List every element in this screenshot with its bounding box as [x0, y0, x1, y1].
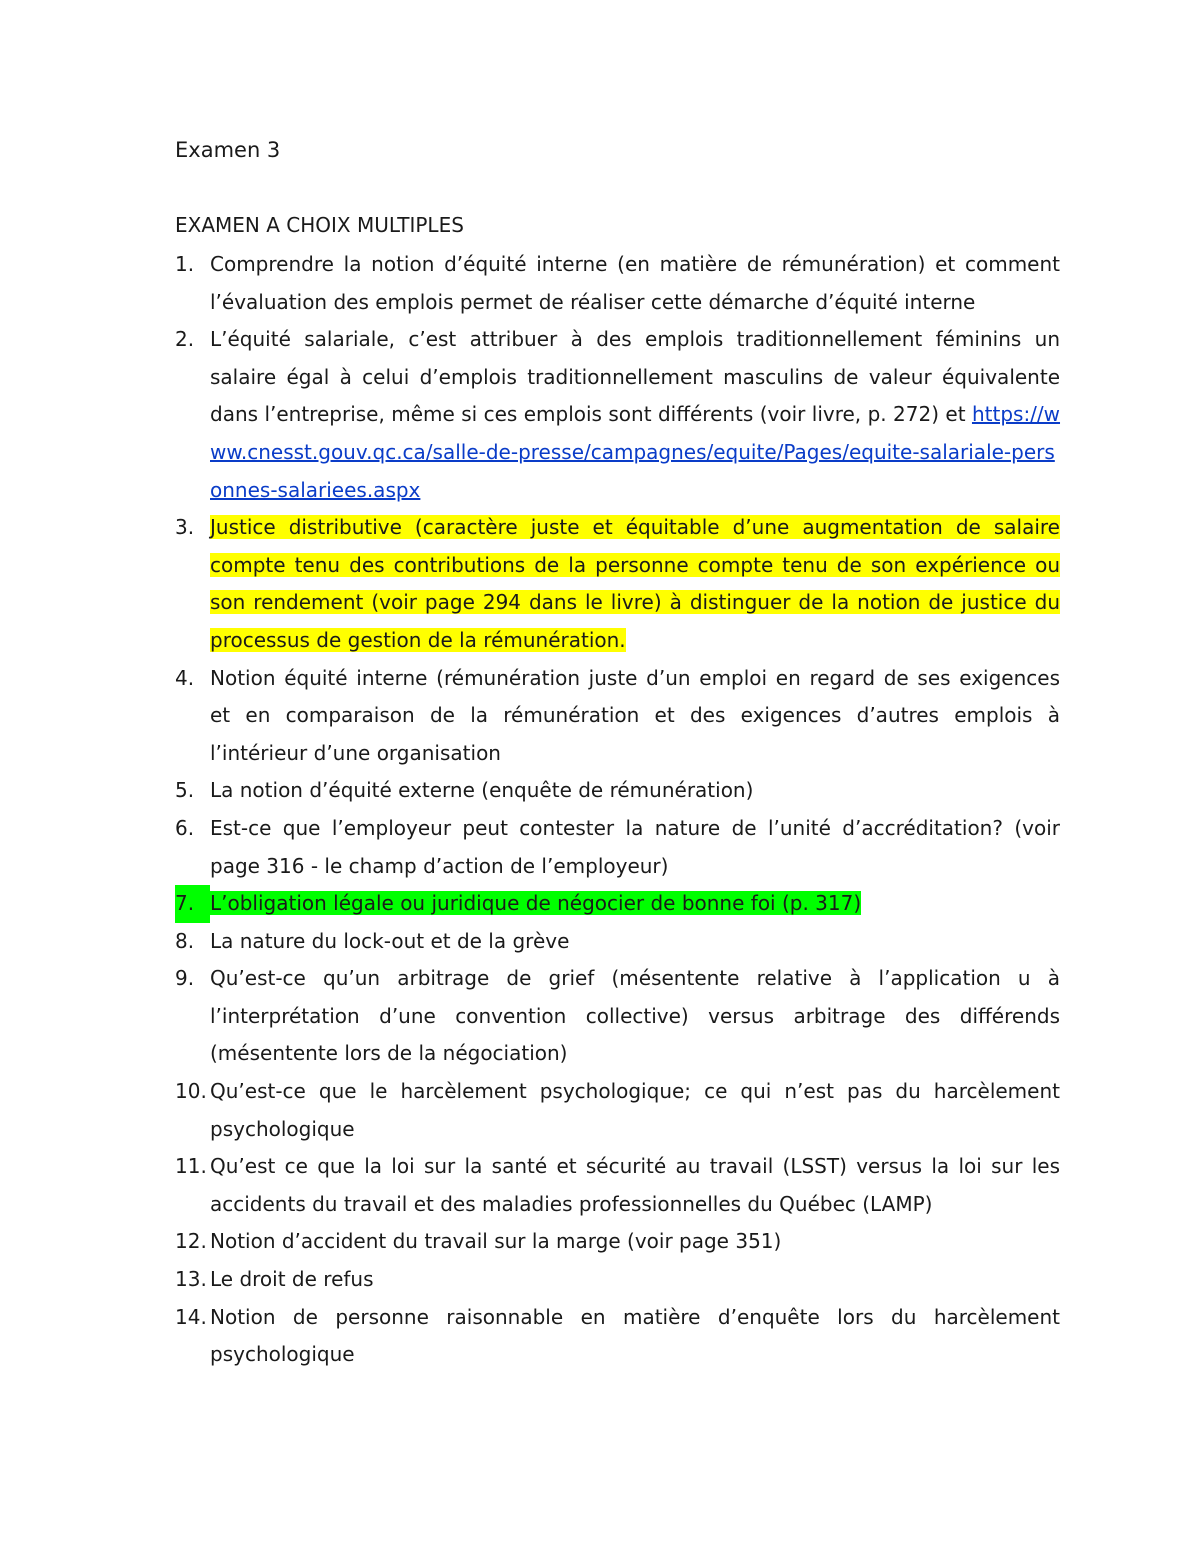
list-item-number: 13.: [175, 1267, 207, 1292]
list-item-body: [210, 885, 1060, 923]
list-item-number: 11.: [175, 1154, 207, 1179]
cnesst-link[interactable]: https://www.cnesst.gouv.qc.ca/salle-de-presse/campagnes/equite/Pages/equite-salariale-personnes-salariees.aspx: [210, 402, 1061, 502]
list-item-number: 1.: [175, 252, 195, 276]
list-item-text: Qu’est-ce qu’un arbitrage de grief (mésentente relative à l’application u à l’interprétation d’une convention collective) versus arbitrage des différends (mésentente lors de la négociation): [210, 966, 1060, 1066]
document-subtitle: EXAMEN A CHOIX MULTIPLES: [175, 213, 464, 237]
list-item: [175, 885, 1060, 923]
list-item: [175, 960, 1060, 1073]
list-item: [175, 660, 1060, 773]
list-item-body: [210, 246, 1060, 321]
list-item: [175, 1299, 1060, 1374]
list-item: [175, 810, 1060, 885]
list-item-text: Justice distributive (caractère juste et équitable d’une augmentation de salaire compte tenu des contributions de la personne compte tenu de son expérience ou son rendement (voir page 294 dans le livre) à distinguer de la notion de justice du processus de gestion de la rémunération.: [210, 515, 1060, 652]
list-item: [175, 772, 1060, 810]
list-item-body: [210, 923, 1060, 961]
list-item-body: [210, 321, 1060, 509]
list-item-number: 6.: [175, 815, 195, 840]
list-item-text: La notion d’équité externe (enquête de rémunération): [210, 778, 754, 803]
list-item-number: 10.: [175, 1079, 207, 1104]
list-item: [175, 1148, 1060, 1223]
list-item-text: Notion d’accident du travail sur la marge (voir page 351): [210, 1229, 782, 1254]
list-item-text: Qu’est-ce que le harcèlement psychologique; ce qui n’est pas du harcèlement psychologique: [210, 1079, 1060, 1141]
list-item-text: Est-ce que l’employeur peut contester la nature de l’unité d’accréditation? (voir page 316 - le champ d’action de l’employeur): [210, 815, 1060, 878]
list-item-body: [210, 1073, 1060, 1148]
list-item: [175, 246, 1060, 321]
list-item-body: [210, 1261, 1060, 1299]
list-item-number: 5.: [175, 778, 195, 803]
list-item: [175, 509, 1060, 659]
list-item-text: Le droit de refus: [210, 1267, 374, 1292]
list-item-text: L’obligation légale ou juridique de négocier de bonne foi (p. 317): [210, 891, 862, 916]
list-item-body: [210, 509, 1060, 659]
list-item-body: [210, 810, 1060, 885]
list-item-number: 8.: [175, 928, 195, 953]
list-item-text: L’équité salariale, c’est attribuer à des emplois traditionnellement féminins un salaire égal à celui d’emplois traditionnellement masculins de valeur équivalente dans l’entreprise, même si ces emplois sont différents (voir livre, p. 272) et: [210, 327, 1060, 427]
document-title: Examen 3: [175, 138, 281, 162]
list-item-number: 2.: [175, 327, 195, 352]
list-item: [175, 1261, 1060, 1299]
list-item-body: [210, 772, 1060, 810]
list-item-body: [210, 1148, 1060, 1223]
list-item-text: La nature du lock-out et de la grève: [210, 928, 570, 953]
list-item-number: 3.: [175, 515, 195, 540]
list-item: [175, 923, 1060, 961]
list-item-body: [210, 1223, 1060, 1261]
list-item-number: 9.: [175, 966, 195, 991]
list-item-text: Notion équité interne (rémunération juste d’un emploi en regard de ses exigences et en comparaison de la rémunération et des exigences d’autres emplois à l’intérieur d’une organisation: [210, 665, 1060, 765]
list-item-body: [210, 660, 1060, 773]
list-item: [175, 1073, 1060, 1148]
list-item-number: 14.: [175, 1304, 207, 1329]
question-list: [175, 246, 1060, 1374]
list-item-text: Comprendre la notion d’équité interne (en matière de rémunération) et comment l’évaluation des emplois permet de réaliser cette démarche d’équité interne: [210, 252, 1060, 314]
list-item-body: [210, 1299, 1060, 1374]
list-item-text: Qu’est ce que la loi sur la santé et sécurité au travail (LSST) versus la loi sur les accidents du travail et des maladies professionnelles du Québec (LAMP): [210, 1154, 1060, 1216]
list-item-text: Notion de personne raisonnable en matière d’enquête lors du harcèlement psychologique: [210, 1304, 1060, 1367]
list-item: [175, 321, 1060, 509]
list-item-number: 4.: [175, 665, 195, 690]
list-item: [175, 1223, 1060, 1261]
list-item-number: 12.: [175, 1229, 207, 1254]
list-item-number: 7.: [175, 885, 210, 923]
list-item-body: [210, 960, 1060, 1073]
